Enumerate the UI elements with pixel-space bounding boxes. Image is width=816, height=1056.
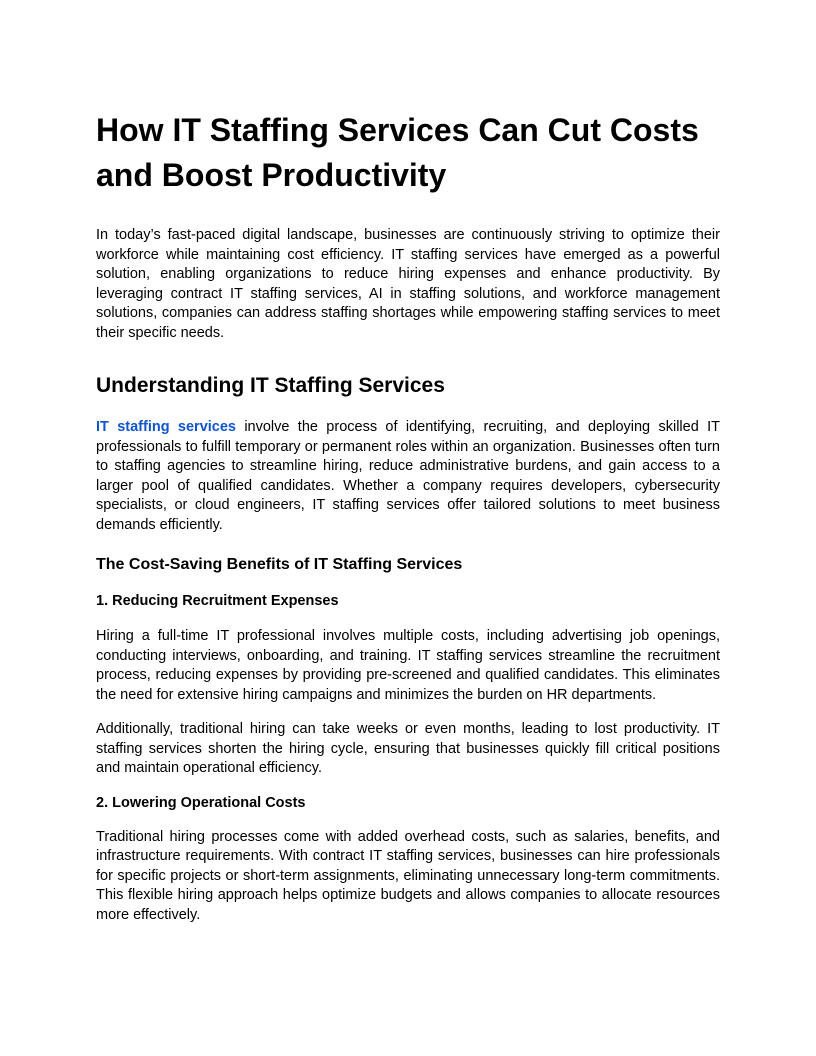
page-title: How IT Staffing Services Can Cut Costs and Boost Productivity [96, 112, 699, 193]
operational-paragraph: Traditional hiring processes come with added overhead costs, such as salaries, benefits, and infrastructure requirements. With contract IT staffing services, businesses can hire professionals for specific projects or short-term assignments, eliminating unnecessary long-term commitments. This flexible hiring approach helps optimize budgets and allows companies to allocate resources more effectively. [96, 828, 720, 923]
subheading-lowering-operational: 2. Lowering Operational Costs [96, 794, 306, 811]
understanding-text: involve the process of identifying, recruiting, and deploying skilled IT professionals to fulfill temporary or permanent roles within an organization. Businesses often turn to staffing agencies to streamline hiring, reduce administrative burdens, and gain access to a larger pool of qualified candidates. Whether a company requires developers, cybersecurity specialists, or cloud engineers, IT staffing services offer tailored solutions to meet business demands efficiently. [96, 419, 720, 533]
subheading-reducing-recruitment: 1. Reducing Recruitment Expenses [96, 593, 339, 609]
document-body [96, 108, 720, 925]
recruitment-paragraph-2: Additionally, traditional hiring can take weeks or even months, leading to lost productivity. IT staffing services shorten the hiring cycle, ensuring that businesses quickly fill critical positions and maintain operational efficiency. [96, 721, 720, 776]
intro-paragraph: In today’s fast-paced digital landscape, businesses are continuously striving to optimize their workforce while maintaining cost efficiency. IT staffing services have emerged as a powerful solution, enabling organizations to reduce hiring expenses and enhance productivity. By leveraging contract IT staffing services, AI in staffing solutions, and workforce management solutions, companies can address staffing shortages while empowering staffing services to meet their specific needs. [96, 227, 720, 341]
understanding-paragraph [96, 418, 720, 535]
it-staffing-services-link[interactable]: IT staffing services [96, 419, 236, 435]
recruitment-paragraph-1: Hiring a full-time IT professional involves multiple costs, including advertising job openings, conducting interviews, onboarding, and training. IT staffing services streamline the recruitment process, reducing expenses by providing pre-screened and qualified candidates. This eliminates the need for extensive hiring campaigns and minimizes the burden on HR departments. [96, 628, 720, 703]
section-heading-understanding: Understanding IT Staffing Services [96, 374, 445, 397]
section-heading-cost-saving: The Cost-Saving Benefits of IT Staffing Services [96, 556, 463, 573]
